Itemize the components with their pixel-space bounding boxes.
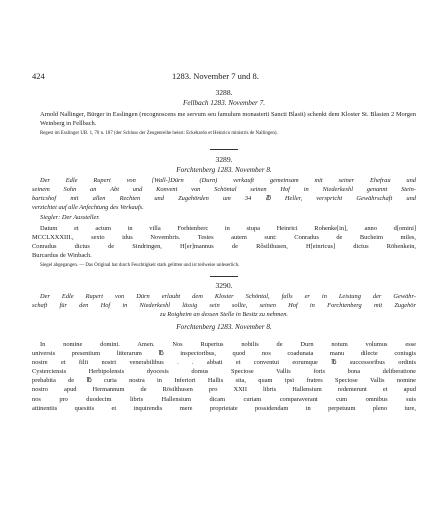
doc-number: 3290. <box>215 281 233 290</box>
regest-line: Der Edle Rupert von [Wall-]Dürn (Durn) verkauft gemeinsam mit seiner Ehefrau und <box>40 177 416 184</box>
running-header <box>32 71 416 83</box>
page-number: 424 <box>32 71 45 81</box>
footnote <box>32 262 416 269</box>
regest <box>32 292 416 319</box>
regest-text: Arnold Nallinger, Bürger in Esslingen (recognoscens me servum seu famulum monasterii Sancti Blasii) schenkt dem Kloster St. Blasien 2 Morgen Weinberg in Fellbach. <box>40 111 416 128</box>
text-line: attinentiis quesitis et inquirendis mere proprietate possidendam in perpetuum pleno iure, <box>32 404 416 412</box>
text-line: universis presentium litterarum ℔ inspectoribus, quod nos coadunata manu dilecte coniugis <box>32 350 416 358</box>
regest-line: Der Edle Rupert von Dürn erlaubt dem Kloster Schöntal, falls er in Leistung der Gewähr- <box>40 293 416 300</box>
regest <box>32 110 416 128</box>
siegler: Siegler: Der Aussteller. <box>40 214 100 221</box>
text-line: nostro apud Hermannum de Rösilthusen pro XXII libris Hallensium redemerunt et apud <box>32 386 416 394</box>
text-line: Cysterciensis Herbipolensis dyocesis domus Speciose Vallis foris bona deliberatione <box>32 368 416 376</box>
regest-line: bartcshof mit allen Rechten und Zugehörden um 34 ℔ Heller, verspricht Gewährschaft und <box>32 195 416 203</box>
text-body <box>32 340 416 413</box>
place-date: Fellbach 1283. November 7. <box>182 99 266 107</box>
document-page <box>32 0 416 512</box>
text-body <box>32 224 416 260</box>
footnote-text: Regest im Esslinger UB. 1, 70 n. 187 (der Schluss der Zeugenreihe heisst: Eckehardo et Heinrico ministris de Nallingen). <box>40 131 278 136</box>
text-line: nostre et filii nostri venerabilibus . . abbati et conventui eorumque ℔ successoribus ordinis <box>32 359 416 367</box>
section-rule <box>210 276 238 277</box>
text-line: Conradus dictus de Sindringen, H[er]mannus de Rôsilthusen, H[einricus] dictus Röhenkein, <box>32 243 416 251</box>
text-line: MCCLXXXIII., sexto idus Novembris. Testes autem sunt: Conradus de Bucheim miles, <box>32 234 416 242</box>
text-line: prehabita de ℔ curia nostra in Inferiori Hallis sita, quam ipsi fratres Speciose Vallis nomine <box>32 377 416 385</box>
text-line: In nomine domini. Amen. Nos Rupertus nobilis de Durn notum volumus esse <box>40 341 416 348</box>
footnote-text: Siegel abgegangen. — Das Original hat durch Feuchtigkeit stark gelitten und ist teilweise unleserlich. <box>40 263 240 268</box>
place-date: Forchtenberg 1283. November 8. <box>176 166 272 174</box>
regest <box>32 176 416 212</box>
text-line: Datum et actum in villa Forhtenberc in stupa Heinrici Rohenke[in], anno d[omini] <box>40 225 416 232</box>
regest-line: zu Roigheim an dessen Stelle in Besitz zu nehmen. <box>160 311 288 319</box>
text-line: Burcardus de Winbach. <box>32 252 92 260</box>
regest-line: verzichtet auf alle Anfechtung des Verkaufs. <box>32 204 144 212</box>
text-line: nos pro duodecim libris Hallensium dicam curiam comparaverant cum omnibus suis <box>32 395 416 403</box>
doc-number: 3288. <box>215 88 233 97</box>
footnote <box>32 130 416 137</box>
doc-number: 3289. <box>215 155 233 164</box>
section-rule <box>210 149 238 150</box>
regest-line: schaft für den Hof in Niederkeshl lässig sein sollte, seinen Hof in Forchtenberg mit Zugehör <box>32 302 416 310</box>
place-date: Forchtenberg 1283. November 8. <box>176 323 272 331</box>
regest-line: seinem Sohn an Abt und Konvent von Schöntal seinen Hof in Niederkeshl genannt Stein- <box>32 186 416 194</box>
header-title: 1283. November 7 und 8. <box>172 71 259 81</box>
